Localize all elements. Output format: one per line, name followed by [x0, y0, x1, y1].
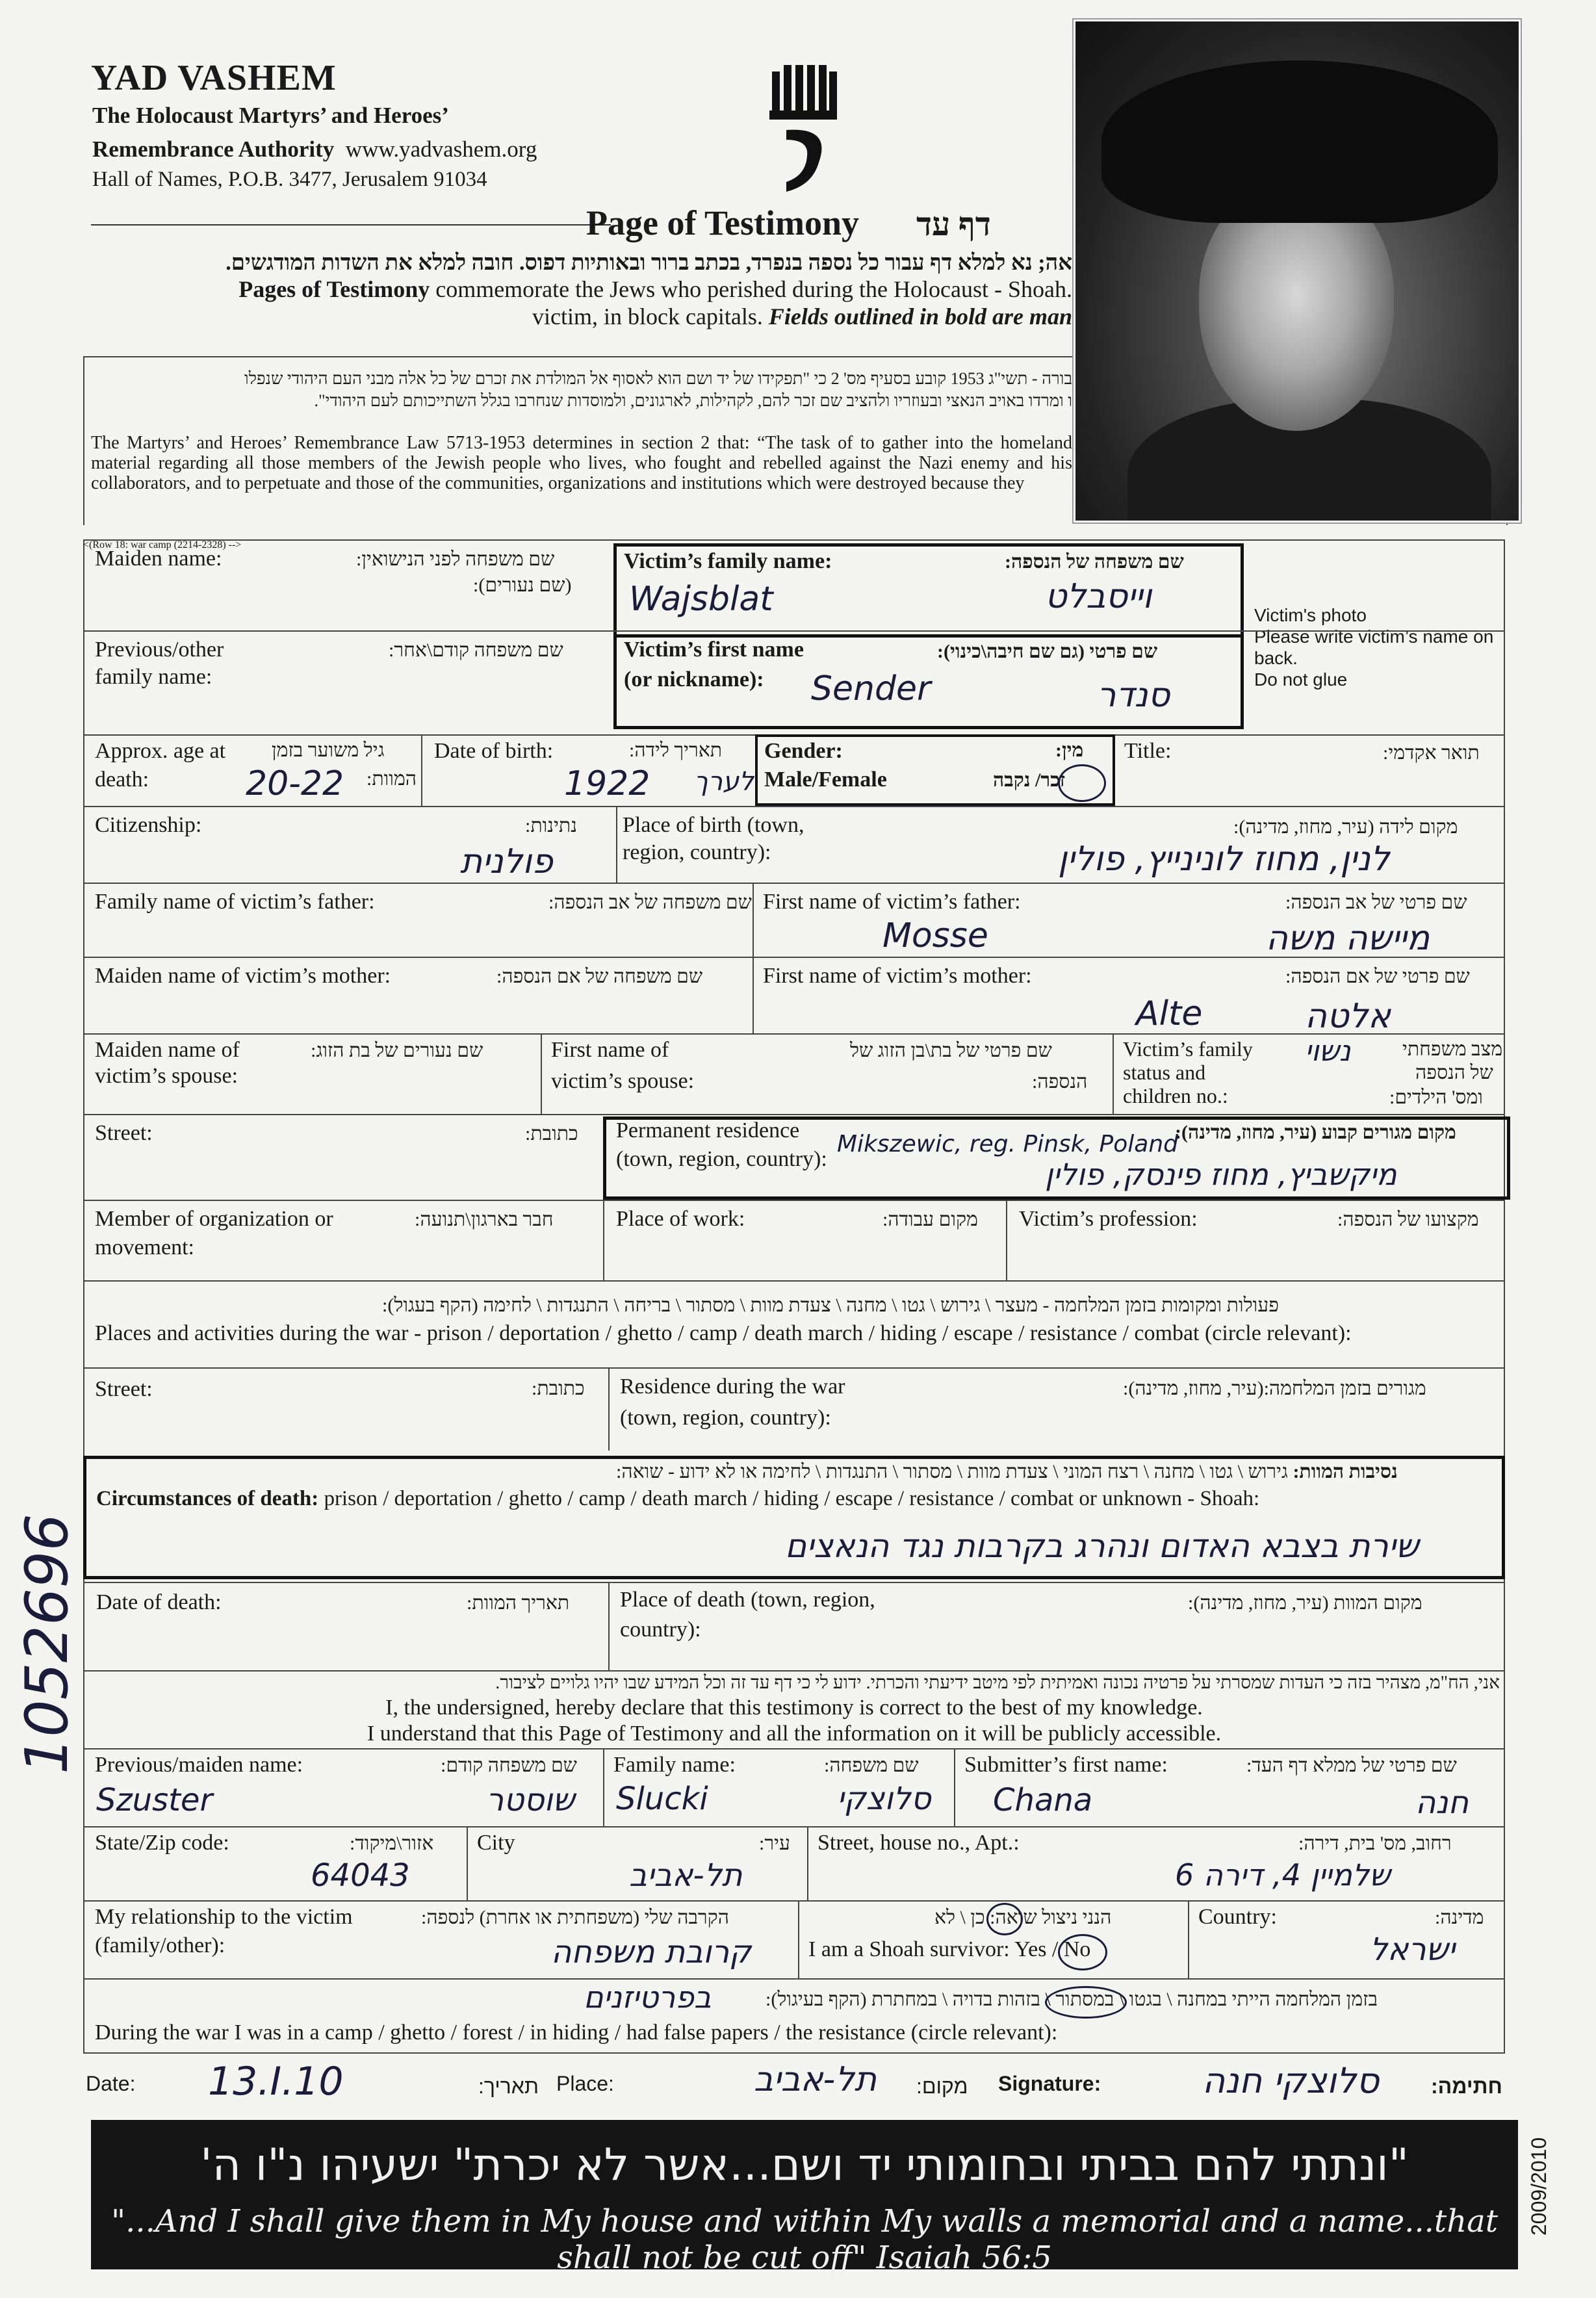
cell-divider — [807, 1827, 808, 1902]
cell-divider — [608, 1369, 610, 1451]
age-value[interactable]: 20-22 — [246, 764, 344, 803]
victim-photo — [1074, 19, 1521, 523]
prev-name-label: Previous/other — [95, 638, 224, 662]
org-label-2: movement: — [95, 1235, 194, 1259]
intro-bold-italic: Fields outlined in bold are man — [768, 303, 1072, 329]
first-name-value-he[interactable]: סנדר — [1097, 676, 1170, 715]
family-name-value-he[interactable]: וייסבלט — [1045, 577, 1152, 616]
cell-divider — [1006, 1201, 1007, 1282]
war-sub-value[interactable]: בפרטיזנים — [584, 1980, 712, 2015]
row-citizenship — [83, 806, 1505, 884]
perm-res-label-he: מקום מגורים קבוע (עיר, מחוז, מדינה): — [1175, 1122, 1456, 1143]
circ-label-he-text: גירוש \ גטו \ מחנה \ רצח המוני \ צעדת מוות \ מסתור \ התנגדות \ לחימה או לא ידוע - שואה: — [616, 1461, 1288, 1482]
banner-english: "...And I shall give them in My house and within My walls a memorial and a name...that shall not be cut off" Isaiah 56:5 — [110, 2203, 1499, 2276]
perm-res-label-2: (town, region, country): — [616, 1147, 827, 1171]
dod-label-he: תאריך המוות: — [467, 1592, 570, 1614]
first-name-label-he: שם פרטי (גם שם חיבה\כינוי): — [937, 641, 1158, 662]
intro-english-1 — [91, 276, 1072, 303]
page-title: Page of Testimony — [586, 203, 860, 242]
spouse-maiden-label-2: victim’s spouse: — [95, 1064, 238, 1088]
photo-hat — [1101, 60, 1498, 223]
sub-first-label: Submitter’s first name: — [964, 1753, 1168, 1777]
gender-label-he2: זכר/ נקבה — [993, 769, 1066, 791]
mother-first-value-he[interactable]: אלטה — [1305, 997, 1391, 1036]
photo-note-3: Do not glue — [1254, 669, 1348, 690]
dob-label: Date of birth: — [434, 739, 554, 763]
mother-first-value[interactable]: Alte — [1136, 994, 1203, 1033]
cell-divider — [753, 884, 754, 958]
age-label-he2: המוות: — [367, 768, 417, 790]
circ-label-text: prison / deportation / ghetto / camp / death march / hiding / escape / resistance / combat or unknown - Shoah: — [324, 1487, 1260, 1510]
gender-label: Gender: — [764, 739, 843, 763]
signature-value[interactable]: סלוצקי חנה — [1202, 2060, 1380, 2101]
sub-family-label: Family name: — [613, 1753, 736, 1777]
cell-divider — [1188, 1902, 1189, 1980]
perm-res-value[interactable]: Mikszewic, reg. Pinsk, Poland — [837, 1131, 1179, 1157]
date-label: Date: — [86, 2072, 136, 2095]
war-res-label: Residence during the war — [620, 1375, 845, 1399]
yad-vashem-logo-icon — [767, 65, 838, 195]
city-label: City — [477, 1831, 515, 1855]
gender-box — [755, 734, 1115, 806]
intro-hebrew: אה; נא למלא דף עבור כל נספה בנפרד, בכתב ברור ובאותיות דפוס. חובה למלא את השדות המודגשים. — [225, 251, 1072, 275]
father-family-label-he: שם משפחה של אב הנספה: — [548, 892, 752, 913]
row-activities — [83, 1280, 1505, 1369]
city-value[interactable]: תל-אביב — [629, 1857, 743, 1894]
decl-en-1: I, the undersigned, hereby declare that this testimony is correct to the best of my knowledge. — [385, 1696, 1203, 1720]
place-label: Place: — [556, 2072, 614, 2095]
spouse-first-label: First name of — [551, 1038, 669, 1062]
quote-banner — [91, 2120, 1518, 2276]
sub-prev-value-he[interactable]: שוסטר — [486, 1782, 575, 1818]
profession-label-he: מקצועו של הנספה: — [1337, 1209, 1479, 1230]
father-first-value[interactable]: Mosse — [882, 916, 988, 955]
maiden-name-label-he: שם משפחה לפני הנישואין: — [356, 549, 555, 570]
cell-divider — [541, 1035, 542, 1115]
war-res-label-he: מגורים בזמן המלחמה:(עיר, מחוז, מדינה): — [1123, 1378, 1426, 1399]
row-spouse — [83, 1033, 1505, 1115]
war-sub-label: During the war I was in a camp / ghetto / forest / in hiding / had false papers / the resistance (circle relevant): — [95, 2020, 1058, 2045]
family-status-label-he2: של הנספה — [1415, 1062, 1493, 1083]
row-war-residence — [83, 1367, 1505, 1451]
pob-label: Place of birth (town, — [623, 813, 804, 837]
street-sub-label-he: רחוב, מס' בית, דירה: — [1298, 1833, 1452, 1854]
law-hebrew-2: ו ומרדו באויב הנאצי ובעוזריו ולהציב שם זכר להם, לקהילות, לארגונים, ולמוסדות שנחרבו בגלל השתייכותם לעם היהודי". — [314, 391, 1072, 410]
row-relationship — [83, 1900, 1505, 1980]
perm-res-value-he[interactable]: מיקשביץ, מחוז פינסק, פולין — [1045, 1157, 1397, 1192]
row-organization — [83, 1200, 1505, 1282]
rel-label-he: הקרבה שלי (משפחתית או אחרת) לנספה: — [421, 1907, 729, 1928]
spouse-maiden-label: Maiden name of — [95, 1038, 240, 1062]
first-name-label-2: (or nickname): — [624, 667, 764, 691]
intro-text-2: victim, in block capitals. — [532, 303, 763, 329]
signature-label: Signature: — [998, 2072, 1101, 2095]
sub-family-value-he[interactable]: סלוצקי — [837, 1781, 931, 1817]
cell-divider — [798, 1902, 799, 1980]
photo-note-1: Victim's photo — [1254, 605, 1367, 625]
org-line2: The Holocaust Martyrs’ and Heroes’ — [92, 103, 449, 128]
survivor-yes-circle[interactable] — [1058, 1934, 1107, 1970]
side-year: 2009/2010 — [1527, 2137, 1551, 2236]
street-sub-value[interactable]: שלמיין 4, דירה 6 — [1175, 1857, 1391, 1892]
dod-label: Date of death: — [96, 1590, 222, 1614]
gender-label-he: מין: — [1055, 740, 1084, 761]
cell-divider — [467, 1827, 468, 1902]
side-number: 1052696 — [13, 1514, 81, 1774]
maiden-name-label: Maiden name: — [95, 547, 222, 571]
sub-first-value[interactable]: Chana — [993, 1782, 1093, 1818]
date-label-he: תאריך: — [478, 2074, 539, 2098]
law-hebrew-1: בורה - תשי"ג 1953 קובע בסעיף מס' 2 כי "תפקידו של יד ושם הוא לאסוף אל המולדת את זכרם של כל אלה מבני העם היהודי שנפלו — [244, 369, 1072, 388]
spouse-first-label-2: victim’s spouse: — [551, 1069, 695, 1093]
row-address — [83, 1826, 1505, 1902]
sub-family-label-he: שם משפחה: — [824, 1755, 919, 1776]
spouse-first-label-he: שם פרטי של בת\בן הזוג של — [850, 1040, 1052, 1061]
family-status-label-3: children no.: — [1123, 1084, 1228, 1107]
circ-label-bold: Circumstances of death: — [96, 1487, 319, 1510]
sub-first-value-he[interactable]: חנה — [1415, 1785, 1469, 1821]
intro-english-2 — [91, 303, 1072, 330]
circ-label-he — [616, 1461, 1398, 1483]
war-res-label-2: (town, region, country): — [620, 1406, 831, 1430]
cell-divider — [753, 958, 754, 1035]
street-sub-label: Street, house no., Apt.: — [817, 1831, 1020, 1855]
cell-divider — [954, 1749, 955, 1827]
maiden-name-label-he2: (שם נעורים): — [473, 574, 572, 596]
family-status-label: Victim’s family — [1123, 1037, 1253, 1061]
citizenship-label-he: נתינות: — [525, 815, 577, 836]
sub-prev-label: Previous/maiden name: — [95, 1753, 303, 1777]
law-hebrew — [91, 368, 1072, 412]
war-sub-label-he: בזמן המלחמה הייתי במחנה \ בגטו \ במסתור \ בזהות בדויה \ במחתרת (הקף בעיגול): — [766, 1989, 1378, 2010]
circ-label — [96, 1486, 1259, 1512]
family-name-label-he: שם משפחה של הנספה: — [1005, 551, 1184, 573]
war-street-label-he: כתובת: — [532, 1378, 585, 1399]
rel-label: My relationship to the victim — [95, 1905, 353, 1929]
circ-value[interactable]: שירת בצבא האדום ונהרג בקרבות נגד הנאצים — [785, 1527, 1419, 1565]
org-address: Hall of Names, P.O.B. 3477, Jerusalem 91034 — [92, 168, 487, 191]
row-declaration — [83, 1670, 1505, 1749]
pob-label-he: מקום לידה (עיר, מחוז, מדינה): — [1233, 816, 1458, 838]
profession-label: Victim’s profession: — [1019, 1207, 1198, 1231]
country-label: Country: — [1198, 1905, 1277, 1929]
family-name-label: Victim’s family name: — [624, 549, 832, 573]
first-name-value[interactable]: Sender — [811, 669, 931, 708]
family-name-value[interactable]: Wajsblat — [629, 580, 773, 619]
family-status-label-he3: ומס' הילדים: — [1389, 1087, 1483, 1108]
father-first-label-he: שם פרטי של אב הנספה: — [1285, 892, 1467, 913]
sub-prev-label-he: שם משפחה קודם: — [441, 1755, 577, 1776]
dob-label-he: תאריך לידה: — [629, 740, 723, 761]
prev-name-label-2: family name: — [95, 665, 212, 689]
gender-label-2: Male/Female — [764, 768, 887, 792]
cell-divider — [608, 1583, 610, 1672]
survivor-ken-circle[interactable] — [986, 1903, 1023, 1935]
org-name: YAD VASHEM — [91, 58, 337, 98]
zip-value[interactable]: 64043 — [311, 1857, 410, 1894]
org-website[interactable]: www.yadvashem.org — [345, 136, 537, 162]
activities-label: Places and activities during the war - prison / deportation / ghetto / camp / death march / hiding / escape / resistance / combat (circle relevant): — [95, 1321, 1352, 1345]
sub-first-label-he: שם פרטי של ממלא דף העד: — [1246, 1755, 1457, 1776]
citizenship-value[interactable]: פולנית — [460, 842, 553, 881]
city-label-he: עיר: — [759, 1833, 790, 1854]
org-label-he: חבר בארגון\תנועה: — [415, 1209, 554, 1230]
dob-value-he[interactable]: לערך — [694, 767, 754, 797]
date-value[interactable]: 13.I.10 — [208, 2059, 344, 2104]
signature-label-he: חתימה: — [1431, 2074, 1502, 2098]
banner-hebrew: "ונתתי להם בביתי ובחומותי יד ושם...אשר לא יכרת" ישעיהו נ"ו ה' — [200, 2139, 1409, 2191]
place-value[interactable]: תל-אביב — [754, 2060, 877, 2099]
row-war-camp — [83, 1978, 1505, 2054]
zip-label-he: אזור\מיקוד: — [350, 1833, 434, 1854]
cell-divider — [603, 1749, 604, 1827]
mother-maiden-label: Maiden name of victim’s mother: — [95, 964, 391, 988]
header-divider — [91, 224, 611, 226]
cell-divider — [1113, 1035, 1114, 1115]
pob-label-2: region, country): — [623, 840, 771, 864]
pod-label: Place of death (town, region, — [620, 1588, 875, 1612]
work-label: Place of work: — [616, 1207, 745, 1231]
pob-value[interactable]: לנין, מחוז לונינייץ, פולין — [1058, 840, 1390, 879]
survivor-label: I am a Shoah survivor: Yes / No — [808, 1937, 1091, 1961]
first-name-label: Victim’s first name — [624, 638, 804, 662]
country-label-he: מדינה: — [1435, 1907, 1484, 1928]
mother-first-label-he: שם פרטי של אם הנספה: — [1285, 966, 1470, 987]
org-label: Member of organization or — [95, 1207, 333, 1231]
spouse-maiden-label-he: שם נעורים של בת הזוג: — [311, 1040, 483, 1061]
photo-note-2: Please write victim’s name on back. — [1254, 626, 1494, 668]
spouse-first-label-he2: הנספה: — [1032, 1071, 1088, 1092]
title-label: Title: — [1124, 739, 1172, 763]
father-first-value-he[interactable]: מיישה משה — [1266, 919, 1430, 958]
war-street-label: Street: — [95, 1377, 153, 1401]
page-title-hebrew: דף עד — [916, 206, 991, 242]
age-label: Approx. age at — [95, 739, 226, 763]
law-english: The Martyrs’ and Heroes’ Remembrance Law 5713-1953 determines in section 2 that: “The task of to gather into the homeland material regarding all those members of the Jewish people who lives, who fought and rebelled against the Nazi enemy and his collaborators, and to perpetuate and those of the communities, organizations and institutions which were destroyed because they — [91, 433, 1072, 493]
intro-bold: Pages of Testimony — [238, 276, 430, 302]
intro-text-1: commemorate the Jews who perished during the Holocaust - Shoah. — [435, 276, 1072, 302]
decl-en-2: I understand that this Page of Testimony and all the information on it will be publicly accessible. — [367, 1722, 1222, 1746]
family-status-label-he: מצב משפחתי — [1402, 1039, 1503, 1060]
prev-name-label-he: שם משפחה קודם\אחר: — [389, 639, 563, 661]
street-label: Street: — [95, 1121, 153, 1145]
war-sub-circle[interactable] — [1045, 1986, 1127, 2019]
rel-label-2: (family/other): — [95, 1933, 225, 1957]
age-label-he: גיל משוער בזמן — [272, 740, 385, 761]
pod-label-2: country): — [620, 1618, 701, 1642]
rel-value[interactable]: קרובת משפחה — [551, 1934, 752, 1970]
perm-res-label: Permanent residence — [616, 1118, 800, 1143]
row-submitter — [83, 1748, 1505, 1827]
street-label-he: כתובת: — [525, 1123, 578, 1144]
row-mother — [83, 957, 1505, 1035]
age-label-2: death: — [95, 768, 149, 792]
org-line3-text: Remembrance Authority — [92, 136, 335, 162]
father-first-label: First name of victim’s father: — [763, 890, 1021, 914]
row-father — [83, 883, 1505, 958]
form-grid: Maiden name: שם משפחה לפני הנישואין: (שם נעורים): Victim’s family name: שם משפחה של הנספה: Wajsblat וייסבלט Previous/other family name: שם משפחה קודם\אחר: Victim’s first name (or nickname): שם פרטי (גם שם חיבה\כינוי): Sender סנדר Approx. age at death: גיל משוער בזמן המוות: 20-22 Date of birth: תאריך לידה: 1922 לערך Gender: Male/Female מין: זכר/ נקבה Title: תואר אקדמי: Citizenship: נתינות: פולנית Place of birth (town, region, country): מקום לידה (עיר, מחוז, מדינה): לנין, מחוז לונינייץ, פולין Family name of victim’s father: שם משפחה של אב הנספה: First name of victim’s father: שם פרטי של אב הנספה: Mosse מיישה משה Maiden name of victim’s mother: שם משפחה של אם הנספה: First name of victim’s mother: שם פרטי של אם הנספה: Alte אלטה Maiden name of victim’s spouse: שם נעורים של בת הזוג: First name of victim’s spouse: שם פרטי של בת\בן הזוג של הנספה: Victim’s family status and children no.: מצב משפחתי של הנספה ומס' הילדים: נשוי Street: כתובת: Permanent residence (town, region, country): מקום מגורים קבוע (עיר, מחוז, מדינה): Mikszewic, reg. Pinsk, Poland מיקשביץ, מחוז פינסק, פולין Member of organization or movement: חבר בארגון\תנועה: Place of work: מקום עבודה: Victim’s profession: מקצועו של הנספה: פעולות ומקומות בזמן המלחמה - מעצר \ גירוש \ גטו \ מחנה \ צעדת מוות \ מסתור \ בריחה \ התנגדות \ לחימה (הקף בעגול): Places and activities during the war - prison / deportation / ghetto / camp / death march / hiding / escape / resistance / combat (circle relevant): Street: כתובת: Residence during the war (town, region, country): מגורים בזמן המלחמה:(עיר, מחוז, מדינה): נסיבות המוות: גירוש \ גטו \ מחנה \ רצח המוני \ צעדת מוות \ מסתור \ התנגדות \ לחימה או לא ידוע - שואה: Circumstances of death: prison / deportation / ghetto / camp / death march / hiding / escape / resistance / combat or unknown - Shoah: שירת בצבא האדום ונהרג בקרבות נגד הנאצים Date of death: תאריך המוות: Place of death (town, region, country): מקום המוות (עיר, מחוז, מדינה): אני, הח"מ, מצהיר בזה כי העדות שמסרתי על פרטיה נכונה ואמיתית לפי מיטב ידיעתי והכרתי. ידוע לי כי דף עד זה וכל המידע שבו יהיו גלויים לציבור. I, the undersigned, hereby declare that this testimony is correct to the best of my knowledge. I understand that this Page of Testimony and all the information on it will be publicly accessible. Previous/maiden name: שם משפחה קודם: Szuster שוסטר Family name: שם משפחה: Slucki סלוצקי Submitter’s first name: שם פרטי של ממלא דף העד: Chana חנה State/Zip code: אזור\מיקוד: 64043 City עיר: תל-אביב Street, house no., Apt.: רחוב, מס' בית, דירה: שלמיין 4, דירה 6 My relationship to the victim (family/other): הקרבה שלי (משפחתית או אחרת) לנספה: קרובת משפחה הנני ניצול שואה: כן \ לא I am a Shoah survivor: Yes / No Country: מדינה: ישראל <(Row 18: war camp (2214-2328) --> בזמן המלחמה הייתי במחנה \ בגטו \ במסתור \ בזהות בדויה \ במחתרת (הקף בעיגול): בפרטיזנים During the war I was in a camp / ghetto / forest / in hiding / had false papers / the resistance (circle relevant): — [83, 539, 1505, 2052]
title-label-he: תואר אקדמי: — [1383, 742, 1480, 764]
cell-divider — [603, 1201, 604, 1282]
survivor-label-he: הנני ניצול שואה: כן \ לא — [934, 1907, 1112, 1928]
sub-prev-value[interactable]: Szuster — [96, 1782, 213, 1818]
row-death — [83, 1582, 1505, 1672]
family-status-value[interactable]: נשוי — [1305, 1035, 1351, 1068]
dob-value[interactable]: 1922 — [564, 764, 650, 803]
zip-label: State/Zip code: — [95, 1831, 229, 1855]
cell-divider — [421, 736, 422, 807]
activities-label-he: פעולות ומקומות בזמן המלחמה - מעצר \ גירוש \ גטו \ מחנה \ צעדת מוות \ מסתור \ בריחה \ התנגדות \ לחימה (הקף בעגול): — [382, 1295, 1279, 1316]
family-status-label-2: status and — [1123, 1061, 1206, 1084]
work-label-he: מקום עבודה: — [882, 1209, 978, 1230]
circ-label-he-bold: נסיבות המוות: — [1293, 1461, 1398, 1482]
decl-he: אני, הח"מ, מצהיר בזה כי העדות שמסרתי על פרטיה נכונה ואמיתית לפי מיטב ידיעתי והכרתי. ידוע לי כי דף עד זה וכל המידע שבו יהיו גלויים לציבור. — [495, 1673, 1500, 1693]
org-line3 — [92, 136, 537, 162]
mother-maiden-label-he: שם משפחה של אם הנספה: — [496, 966, 703, 987]
place-label-he: מקום: — [916, 2074, 968, 2098]
country-value[interactable]: ישראל — [1370, 1931, 1456, 1968]
mother-first-label: First name of victim’s mother: — [763, 964, 1032, 988]
father-family-label: Family name of victim’s father: — [95, 890, 375, 914]
citizenship-label: Citizenship: — [95, 813, 202, 837]
sub-family-value[interactable]: Slucki — [616, 1781, 708, 1817]
pod-label-he: מקום המוות (עיר, מחוז, מדינה): — [1188, 1592, 1422, 1614]
cell-divider — [616, 807, 617, 884]
